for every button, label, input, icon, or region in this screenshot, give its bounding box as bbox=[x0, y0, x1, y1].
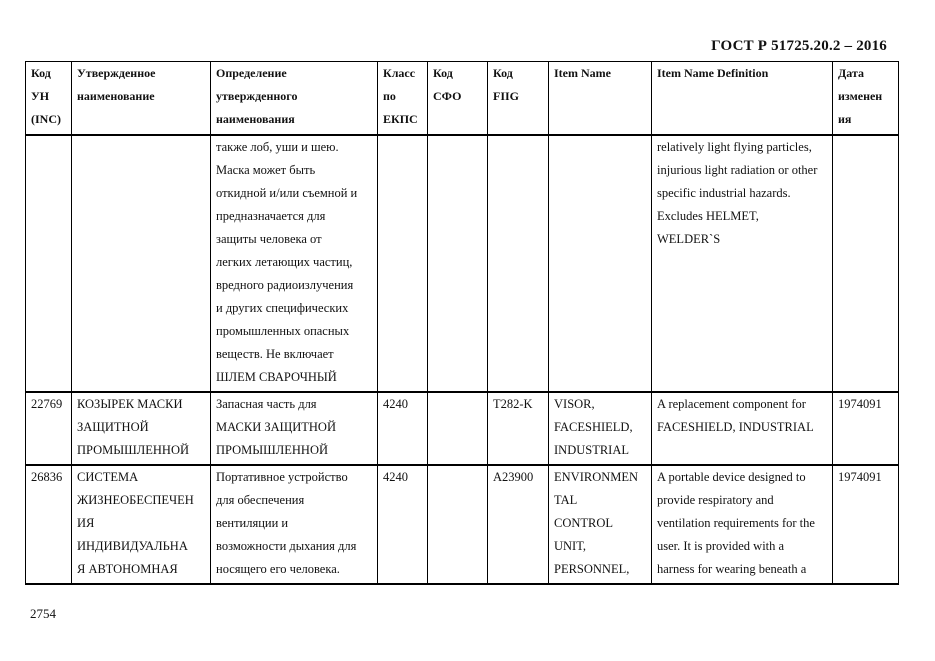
cell-line: для обеспечения bbox=[216, 493, 305, 507]
cell-line: 22769 bbox=[31, 397, 63, 411]
cell-line: Определение bbox=[216, 66, 287, 80]
cell-line: предназначается для bbox=[216, 209, 326, 223]
table-row bbox=[26, 135, 899, 392]
cell-line: легких летающих частиц, bbox=[216, 255, 353, 269]
cell-line: specific industrial hazards. bbox=[657, 186, 791, 200]
cell-line: изменен bbox=[838, 89, 883, 103]
cell-line: также лоб, уши и шею. bbox=[216, 140, 339, 154]
cell-line: ЗАЩИТНОЙ bbox=[77, 420, 149, 434]
cell-line: harness for wearing beneath a bbox=[657, 562, 807, 576]
cell-line: Класс bbox=[383, 66, 416, 80]
col-header-fiig bbox=[488, 62, 549, 136]
table-row bbox=[26, 392, 899, 465]
col-header-item-definition bbox=[652, 62, 833, 136]
catalog-table bbox=[25, 61, 899, 585]
cell-definition bbox=[211, 465, 378, 584]
cell-line: возможности дыхания для bbox=[216, 539, 357, 553]
cell-line: ия bbox=[838, 112, 852, 126]
cell-line: утвержденного bbox=[216, 89, 298, 103]
cell-line: INDUSTRIAL bbox=[554, 443, 629, 457]
cell-approved-name bbox=[72, 135, 211, 392]
cell-line: вредного радиоизлучения bbox=[216, 278, 354, 292]
col-header-date bbox=[833, 62, 899, 136]
cell-fiig bbox=[488, 392, 549, 465]
cell-date bbox=[833, 135, 899, 392]
cell-approved-name bbox=[72, 392, 211, 465]
cell-line: TAL bbox=[554, 493, 578, 507]
col-header-approved-name bbox=[72, 62, 211, 136]
cell-line: носящего его человека. bbox=[216, 562, 340, 576]
cell-line: T282-K bbox=[493, 397, 533, 411]
cell-line: ЖИЗНЕОБЕСПЕЧЕН bbox=[77, 493, 194, 507]
cell-fiig bbox=[488, 465, 549, 584]
cell-date bbox=[833, 465, 899, 584]
cell-line: ИНДИВИДУАЛЬНА bbox=[77, 539, 188, 553]
cell-approved-name bbox=[72, 465, 211, 584]
cell-sfo bbox=[428, 392, 488, 465]
cell-line: Excludes HELMET, bbox=[657, 209, 759, 223]
cell-line: (INC) bbox=[31, 112, 61, 126]
cell-sfo bbox=[428, 465, 488, 584]
col-header-sfo bbox=[428, 62, 488, 136]
page-number: 2754 bbox=[30, 606, 56, 621]
cell-line: injurious light radiation or other bbox=[657, 163, 818, 177]
cell-line: Запасная часть для bbox=[216, 397, 317, 411]
cell-line: A portable device designed to bbox=[657, 470, 806, 484]
cell-line: 26836 bbox=[31, 470, 63, 484]
cell-line: 4240 bbox=[383, 397, 408, 411]
cell-line: UNIT, bbox=[554, 539, 587, 553]
cell-line: СФО bbox=[433, 89, 462, 103]
cell-line: FACESHIELD, INDUSTRIAL bbox=[657, 420, 814, 434]
cell-definition bbox=[211, 135, 378, 392]
cell-line: Маска может быть bbox=[216, 163, 316, 177]
cell-item-definition bbox=[652, 392, 833, 465]
cell-line: ventilation requirements for the bbox=[657, 516, 815, 530]
cell-item-definition bbox=[652, 135, 833, 392]
cell-item-name bbox=[549, 392, 652, 465]
cell-line: Код bbox=[493, 66, 513, 80]
col-header-class bbox=[378, 62, 428, 136]
cell-line: Утвержденное bbox=[77, 66, 156, 80]
cell-class bbox=[378, 392, 428, 465]
cell-line: WELDER`S bbox=[657, 232, 721, 246]
cell-line: FIIG bbox=[493, 89, 520, 103]
cell-class bbox=[378, 465, 428, 584]
cell-line: Я АВТОНОМНАЯ bbox=[77, 562, 178, 576]
cell-date bbox=[833, 392, 899, 465]
cell-line: 1974091 bbox=[838, 470, 882, 484]
cell-line: Код bbox=[433, 66, 453, 80]
cell-line: 4240 bbox=[383, 470, 408, 484]
col-header-inc bbox=[26, 62, 72, 136]
cell-class bbox=[378, 135, 428, 392]
cell-line: веществ. Не включает bbox=[216, 347, 334, 361]
cell-line: Портативное устройство bbox=[216, 470, 348, 484]
cell-line: ПРОМЫШЛЕННОЙ bbox=[77, 443, 190, 457]
document-standard-header: ГОСТ Р 51725.20.2 – 2016 bbox=[711, 38, 887, 54]
cell-line: УН bbox=[31, 89, 50, 103]
cell-line: ПРОМЫШЛЕННОЙ bbox=[216, 443, 329, 457]
cell-line: наименования bbox=[216, 112, 295, 126]
cell-line: защиты человека от bbox=[216, 232, 322, 246]
col-header-definition bbox=[211, 62, 378, 136]
cell-line: промышленных опасных bbox=[216, 324, 350, 338]
cell-line: и других специфических bbox=[216, 301, 349, 315]
cell-definition bbox=[211, 392, 378, 465]
cell-line: МАСКИ ЗАЩИТНОЙ bbox=[216, 420, 336, 434]
cell-line: 1974091 bbox=[838, 397, 882, 411]
cell-line: Item Name bbox=[554, 66, 611, 80]
cell-item-name bbox=[549, 465, 652, 584]
cell-line: откидной и/или съемной и bbox=[216, 186, 358, 200]
cell-inc bbox=[26, 465, 72, 584]
cell-line: user. It is provided with a bbox=[657, 539, 785, 553]
cell-line: Дата bbox=[838, 66, 864, 80]
col-header-item-name bbox=[549, 62, 652, 136]
cell-line: Item Name Definition bbox=[657, 66, 769, 80]
cell-line: вентиляции и bbox=[216, 516, 289, 530]
cell-line: ЕКПС bbox=[383, 112, 418, 126]
cell-line: provide respiratory and bbox=[657, 493, 774, 507]
cell-line: наименование bbox=[77, 89, 155, 103]
cell-line: relatively light flying particles, bbox=[657, 140, 812, 154]
cell-inc bbox=[26, 135, 72, 392]
cell-line: СИСТЕМА bbox=[77, 470, 139, 484]
cell-line: CONTROL bbox=[554, 516, 614, 530]
cell-line: по bbox=[383, 89, 396, 103]
table-header-row bbox=[26, 62, 899, 136]
cell-line: ИЯ bbox=[77, 516, 95, 530]
cell-fiig bbox=[488, 135, 549, 392]
cell-line: КОЗЫРЕК МАСКИ bbox=[77, 397, 183, 411]
cell-line: A23900 bbox=[493, 470, 534, 484]
cell-item-definition bbox=[652, 465, 833, 584]
cell-line: A replacement component for bbox=[657, 397, 806, 411]
table-row bbox=[26, 465, 899, 584]
cell-line: FACESHIELD, bbox=[554, 420, 633, 434]
cell-sfo bbox=[428, 135, 488, 392]
cell-inc bbox=[26, 392, 72, 465]
cell-item-name bbox=[549, 135, 652, 392]
cell-line: VISOR, bbox=[554, 397, 595, 411]
cell-line: ШЛЕМ СВАРОЧНЫЙ bbox=[216, 370, 337, 384]
cell-line: Код bbox=[31, 66, 51, 80]
cell-line: PERSONNEL, bbox=[554, 562, 630, 576]
cell-line: ENVIRONMEN bbox=[554, 470, 639, 484]
